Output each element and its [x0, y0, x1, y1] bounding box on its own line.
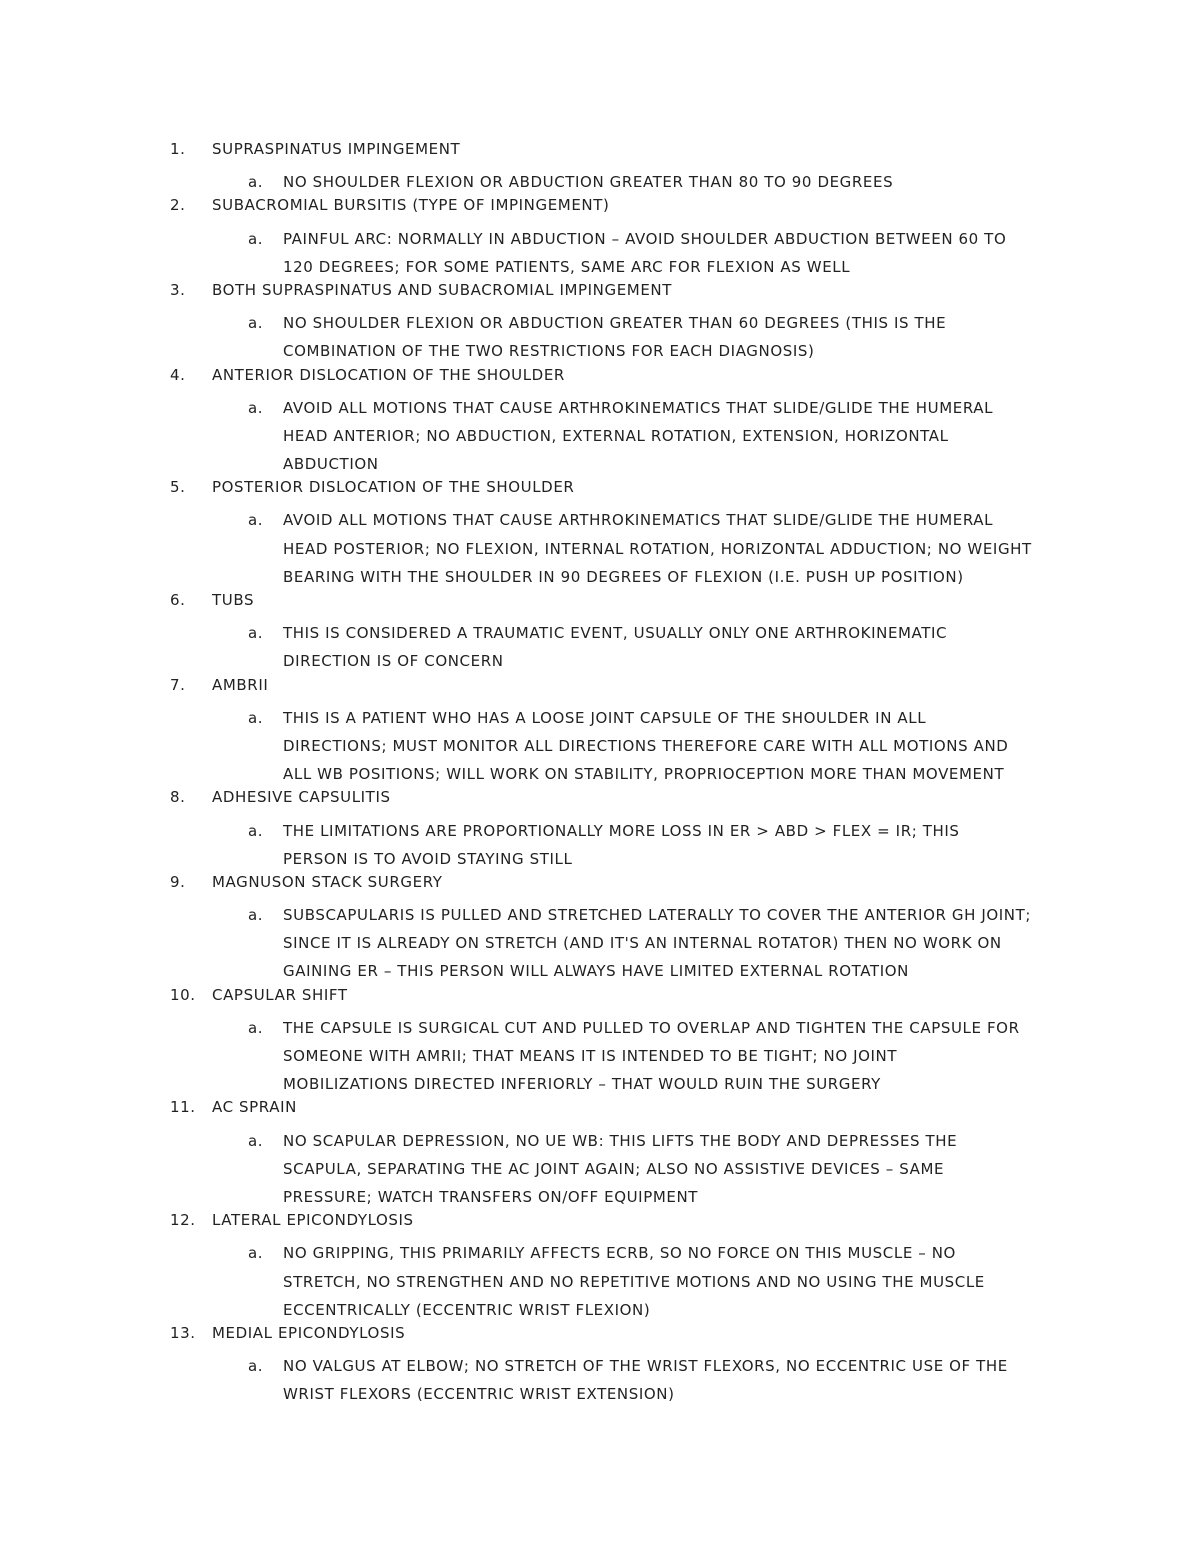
- sub-item-line: HEAD ANTERIOR; NO ABDUCTION, EXTERNAL ROTATION, EXTENSION, HORIZONTAL: [283, 426, 949, 445]
- list-item-title: AC SPRAIN: [212, 1098, 297, 1117]
- sub-item-line: GAINING ER – THIS PERSON WILL ALWAYS HAVE LIMITED EXTERNAL ROTATION: [283, 962, 909, 981]
- sub-item-letter: a.: [248, 511, 264, 530]
- list-item: [0, 1324, 1200, 1409]
- sub-item-letter: a.: [248, 229, 264, 248]
- sub-item: [0, 1127, 1200, 1212]
- sub-item: [0, 394, 1200, 479]
- document-page: [0, 140, 1200, 1408]
- sub-item-line: AVOID ALL MOTIONS THAT CAUSE ARTHROKINEMATICS THAT SLIDE/GLIDE THE HUMERAL: [283, 511, 994, 530]
- sub-item-text: [283, 394, 1083, 479]
- sub-item-letter: a.: [248, 314, 264, 333]
- list-item-heading: [0, 140, 1200, 168]
- sub-item: [0, 1352, 1200, 1408]
- list-item-title: ADHESIVE CAPSULITIS: [212, 788, 391, 807]
- sub-item-letter: a.: [248, 398, 264, 417]
- list-item-heading: [0, 1324, 1200, 1352]
- list-item-heading: [0, 1211, 1200, 1239]
- sub-item: [0, 225, 1200, 281]
- sub-item-text: [283, 1239, 1083, 1324]
- numbered-list: [0, 140, 1200, 1408]
- list-item-number: 1.: [170, 140, 186, 158]
- list-item-number: 9.: [170, 872, 186, 891]
- sub-item-text: [283, 225, 1083, 281]
- list-item-title: MAGNUSON STACK SURGERY: [212, 872, 443, 891]
- list-item: [0, 281, 1200, 366]
- sub-item: [0, 506, 1200, 591]
- sub-item-line: WRIST FLEXORS (ECCENTRIC WRIST EXTENSION): [283, 1385, 675, 1404]
- sub-item-line: NO SCAPULAR DEPRESSION, NO UE WB: THIS LIFTS THE BODY AND DEPRESSES THE: [283, 1131, 958, 1150]
- sub-item-letter: a.: [248, 1131, 264, 1150]
- list-item-title: LATERAL EPICONDYLOSIS: [212, 1211, 414, 1230]
- sub-item-text: [283, 817, 1083, 873]
- sub-item-text: [283, 1352, 1083, 1408]
- list-item: [0, 196, 1200, 281]
- sub-item-line: THE LIMITATIONS ARE PROPORTIONALLY MORE LOSS IN ER > ABD > FLEX = IR; THIS: [283, 821, 960, 840]
- list-item-title: POSTERIOR DISLOCATION OF THE SHOULDER: [212, 478, 575, 497]
- sub-item-letter: a.: [248, 708, 264, 727]
- sub-item-line: THE CAPSULE IS SURGICAL CUT AND PULLED TO OVERLAP AND TIGHTEN THE CAPSULE FOR: [283, 1018, 1020, 1037]
- sub-item: [0, 704, 1200, 789]
- sub-item: [0, 619, 1200, 675]
- list-item-number: 12.: [170, 1211, 196, 1230]
- list-item: [0, 478, 1200, 591]
- sub-item: [0, 817, 1200, 873]
- list-item-heading: [0, 873, 1200, 901]
- list-item-title: BOTH SUPRASPINATUS AND SUBACROMIAL IMPINGEMENT: [212, 280, 673, 299]
- sub-item: [0, 1239, 1200, 1324]
- list-item-number: 8.: [170, 788, 186, 807]
- sub-item: [0, 309, 1200, 365]
- list-item: [0, 873, 1200, 986]
- sub-item-text: [283, 1014, 1083, 1099]
- list-item-number: 7.: [170, 675, 186, 694]
- list-item-heading: [0, 788, 1200, 816]
- list-item: [0, 986, 1200, 1099]
- sub-item-line: NO GRIPPING, THIS PRIMARILY AFFECTS ECRB, SO NO FORCE ON THIS MUSCLE – NO: [283, 1244, 956, 1263]
- sub-item-letter: a.: [248, 1357, 264, 1376]
- sub-item-letter: a.: [248, 1244, 264, 1263]
- sub-item-line: PRESSURE; WATCH TRANSFERS ON/OFF EQUIPMENT: [283, 1187, 699, 1206]
- list-item-title: TUBS: [212, 591, 255, 610]
- sub-item: [0, 901, 1200, 986]
- list-item-title: CAPSULAR SHIFT: [212, 985, 348, 1004]
- sub-item-text: [283, 1127, 1083, 1212]
- list-item-number: 11.: [170, 1098, 196, 1117]
- list-item-number: 2.: [170, 196, 186, 215]
- list-item-heading: [0, 196, 1200, 224]
- sub-item-line: MOBILIZATIONS DIRECTED INFERIORLY – THAT WOULD RUIN THE SURGERY: [283, 1075, 881, 1094]
- sub-item-line: NO VALGUS AT ELBOW; NO STRETCH OF THE WRIST FLEXORS, NO ECCENTRIC USE OF THE: [283, 1357, 1008, 1376]
- sub-item-letter: a.: [248, 173, 264, 192]
- list-item-number: 4.: [170, 365, 186, 384]
- sub-item-line: PAINFUL ARC: NORMALLY IN ABDUCTION – AVOID SHOULDER ABDUCTION BETWEEN 60 TO: [283, 229, 1007, 248]
- sub-item-line: SOMEONE WITH AMRII; THAT MEANS IT IS INTENDED TO BE TIGHT; NO JOINT: [283, 1047, 898, 1066]
- sub-item-line: DIRECTION IS OF CONCERN: [283, 652, 504, 671]
- sub-item-line: SINCE IT IS ALREADY ON STRETCH (AND IT'S AN INTERNAL ROTATOR) THEN NO WORK ON: [283, 934, 1002, 953]
- sub-item: [0, 168, 1200, 196]
- list-item-heading: [0, 986, 1200, 1014]
- sub-item-text: [283, 901, 1083, 986]
- sub-item-line: STRETCH, NO STRENGTHEN AND NO REPETITIVE MOTIONS AND NO USING THE MUSCLE: [283, 1272, 985, 1291]
- sub-item-letter: a.: [248, 1018, 264, 1037]
- sub-item-text: [283, 309, 1083, 365]
- list-item-number: 5.: [170, 478, 186, 497]
- sub-item-line: SUBSCAPULARIS IS PULLED AND STRETCHED LATERALLY TO COVER THE ANTERIOR GH JOINT;: [283, 906, 1032, 925]
- sub-item-text: [283, 704, 1083, 789]
- list-item-heading: [0, 366, 1200, 394]
- list-item-heading: [0, 478, 1200, 506]
- list-item-title: MEDIAL EPICONDYLOSIS: [212, 1323, 406, 1342]
- sub-item-text: [283, 168, 1083, 196]
- sub-item-line: ALL WB POSITIONS; WILL WORK ON STABILITY, PROPRIOCEPTION MORE THAN MOVEMENT: [283, 765, 1005, 784]
- sub-item: [0, 1014, 1200, 1099]
- sub-item-letter: a.: [248, 906, 264, 925]
- list-item-title: AMBRII: [212, 675, 269, 694]
- list-item-heading: [0, 676, 1200, 704]
- sub-item-letter: a.: [248, 624, 264, 643]
- sub-item-line: NO SHOULDER FLEXION OR ABDUCTION GREATER THAN 60 DEGREES (THIS IS THE: [283, 314, 947, 333]
- list-item-number: 10.: [170, 985, 196, 1004]
- sub-item-letter: a.: [248, 821, 264, 840]
- sub-item-line: THIS IS A PATIENT WHO HAS A LOOSE JOINT CAPSULE OF THE SHOULDER IN ALL: [283, 708, 927, 727]
- list-item: [0, 676, 1200, 789]
- sub-item-line: SCAPULA, SEPARATING THE AC JOINT AGAIN; ALSO NO ASSISTIVE DEVICES – SAME: [283, 1159, 945, 1178]
- sub-item-line: DIRECTIONS; MUST MONITOR ALL DIRECTIONS THEREFORE CARE WITH ALL MOTIONS AND: [283, 736, 1009, 755]
- list-item-number: 3.: [170, 280, 186, 299]
- sub-item-line: COMBINATION OF THE TWO RESTRICTIONS FOR EACH DIAGNOSIS): [283, 342, 815, 361]
- list-item: [0, 1098, 1200, 1211]
- list-item: [0, 1211, 1200, 1324]
- sub-item-line: NO SHOULDER FLEXION OR ABDUCTION GREATER THAN 80 TO 90 DEGREES: [283, 173, 894, 192]
- sub-item-text: [283, 506, 1083, 591]
- sub-item-line: 120 DEGREES; FOR SOME PATIENTS, SAME ARC FOR FLEXION AS WELL: [283, 257, 851, 276]
- list-item: [0, 140, 1200, 196]
- list-item-title: SUBACROMIAL BURSITIS (TYPE OF IMPINGEMENT): [212, 196, 610, 215]
- sub-item-line: ECCENTRICALLY (ECCENTRIC WRIST FLEXION): [283, 1300, 651, 1319]
- list-item-title: SUPRASPINATUS IMPINGEMENT: [212, 140, 461, 158]
- sub-item-line: ABDUCTION: [283, 455, 379, 474]
- list-item: [0, 591, 1200, 676]
- list-item-number: 13.: [170, 1323, 196, 1342]
- sub-item-line: THIS IS CONSIDERED A TRAUMATIC EVENT, USUALLY ONLY ONE ARTHROKINEMATIC: [283, 624, 948, 643]
- list-item-title: ANTERIOR DISLOCATION OF THE SHOULDER: [212, 365, 565, 384]
- sub-item-line: BEARING WITH THE SHOULDER IN 90 DEGREES OF FLEXION (I.E. PUSH UP POSITION): [283, 567, 964, 586]
- list-item-heading: [0, 1098, 1200, 1126]
- sub-item-text: [283, 619, 1083, 675]
- list-item-number: 6.: [170, 591, 186, 610]
- list-item: [0, 366, 1200, 479]
- list-item: [0, 788, 1200, 873]
- sub-item-line: PERSON IS TO AVOID STAYING STILL: [283, 849, 573, 868]
- list-item-heading: [0, 591, 1200, 619]
- list-item-heading: [0, 281, 1200, 309]
- sub-item-line: HEAD POSTERIOR; NO FLEXION, INTERNAL ROTATION, HORIZONTAL ADDUCTION; NO WEIGHT: [283, 539, 1032, 558]
- sub-item-line: AVOID ALL MOTIONS THAT CAUSE ARTHROKINEMATICS THAT SLIDE/GLIDE THE HUMERAL: [283, 398, 994, 417]
